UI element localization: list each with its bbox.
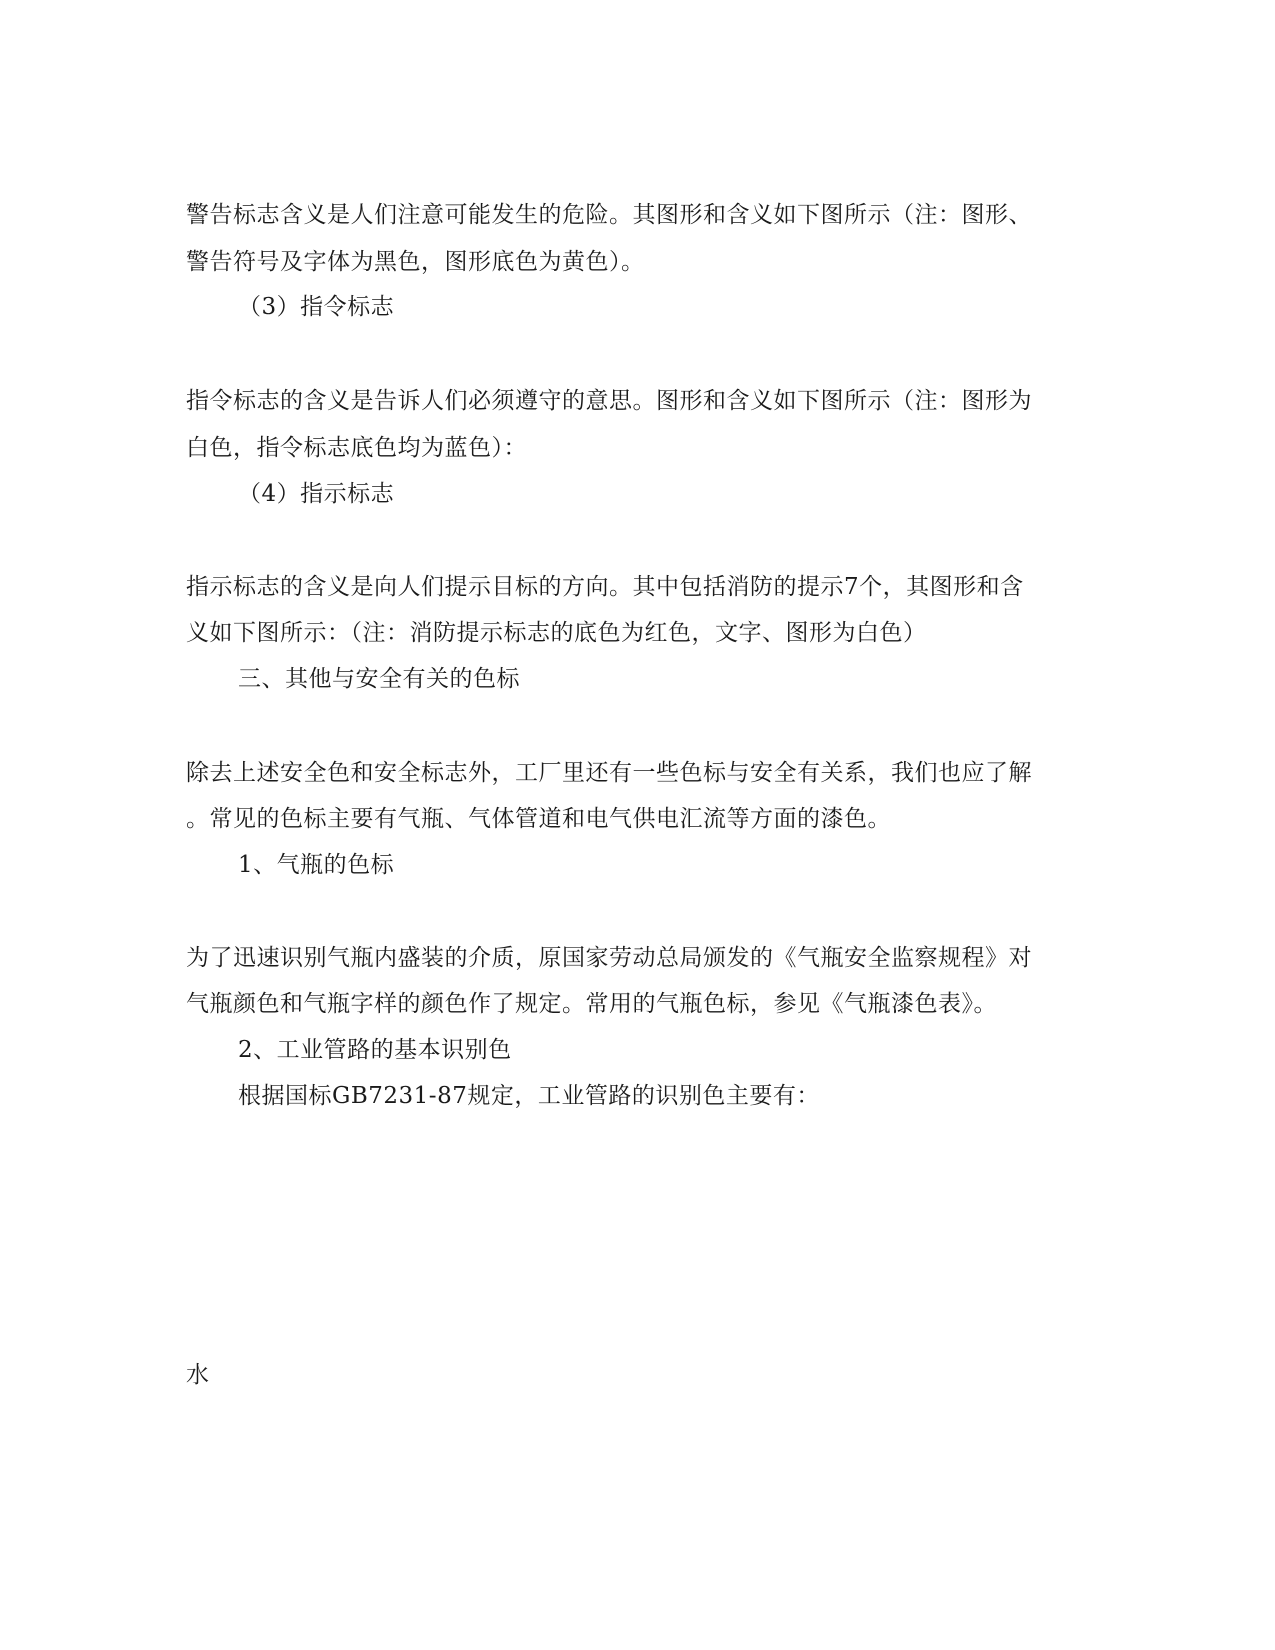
heading-other-safety-color-marks: 三、其他与安全有关的色标: [238, 666, 520, 692]
heading-instruction-sign: （3）指令标志: [238, 294, 395, 320]
paragraph-warning-sign-line-2: 警告符号及字体为黑色，图形底色为黄色）。: [186, 249, 645, 275]
heading-gas-cylinder-color-marks: 1、气瓶的色标: [238, 852, 395, 878]
heading-industrial-pipe-colors: 2、工业管路的基本识别色: [238, 1037, 512, 1063]
paragraph-color-marks-line-2: 。常见的色标主要有气瓶、气体管道和电气供电汇流等方面的漆色。: [186, 806, 891, 832]
paragraph-gas-cylinder-line-1: 为了迅速识别气瓶内盛装的介质，原国家劳动总局颁发的《气瓶安全监察规程》对: [186, 945, 1032, 971]
paragraph-gas-cylinder-line-2: 气瓶颜色和气瓶字样的颜色作了规定。常用的气瓶色标，参见《气瓶漆色表》。: [186, 991, 997, 1017]
paragraph-instruction-sign-line-2: 白色，指令标志底色均为蓝色）：: [186, 435, 527, 461]
paragraph-indication-sign-line-1: 指示标志的含义是向人们提示目标的方向。其中包括消防的提示7个，其图形和含: [186, 574, 1024, 600]
paragraph-pipe-standard: 根据国标GB7231-87规定，工业管路的识别色主要有：: [238, 1083, 820, 1109]
paragraph-color-marks-line-1: 除去上述安全色和安全标志外，工厂里还有一些色标与安全有关系，我们也应了解: [186, 760, 1032, 786]
paragraph-warning-sign-line-1: 警告标志含义是人们注意可能发生的危险。其图形和含义如下图所示（注：图形、: [186, 202, 1032, 228]
table-fragment-water: 水: [186, 1362, 210, 1388]
heading-indication-sign: （4）指示标志: [238, 481, 395, 507]
paragraph-indication-sign-line-2: 义如下图所示：（注：消防提示标志的底色为红色，文字、图形为白色）: [186, 620, 927, 646]
paragraph-instruction-sign-line-1: 指令标志的含义是告诉人们必须遵守的意思。图形和含义如下图所示（注：图形为: [186, 388, 1032, 414]
